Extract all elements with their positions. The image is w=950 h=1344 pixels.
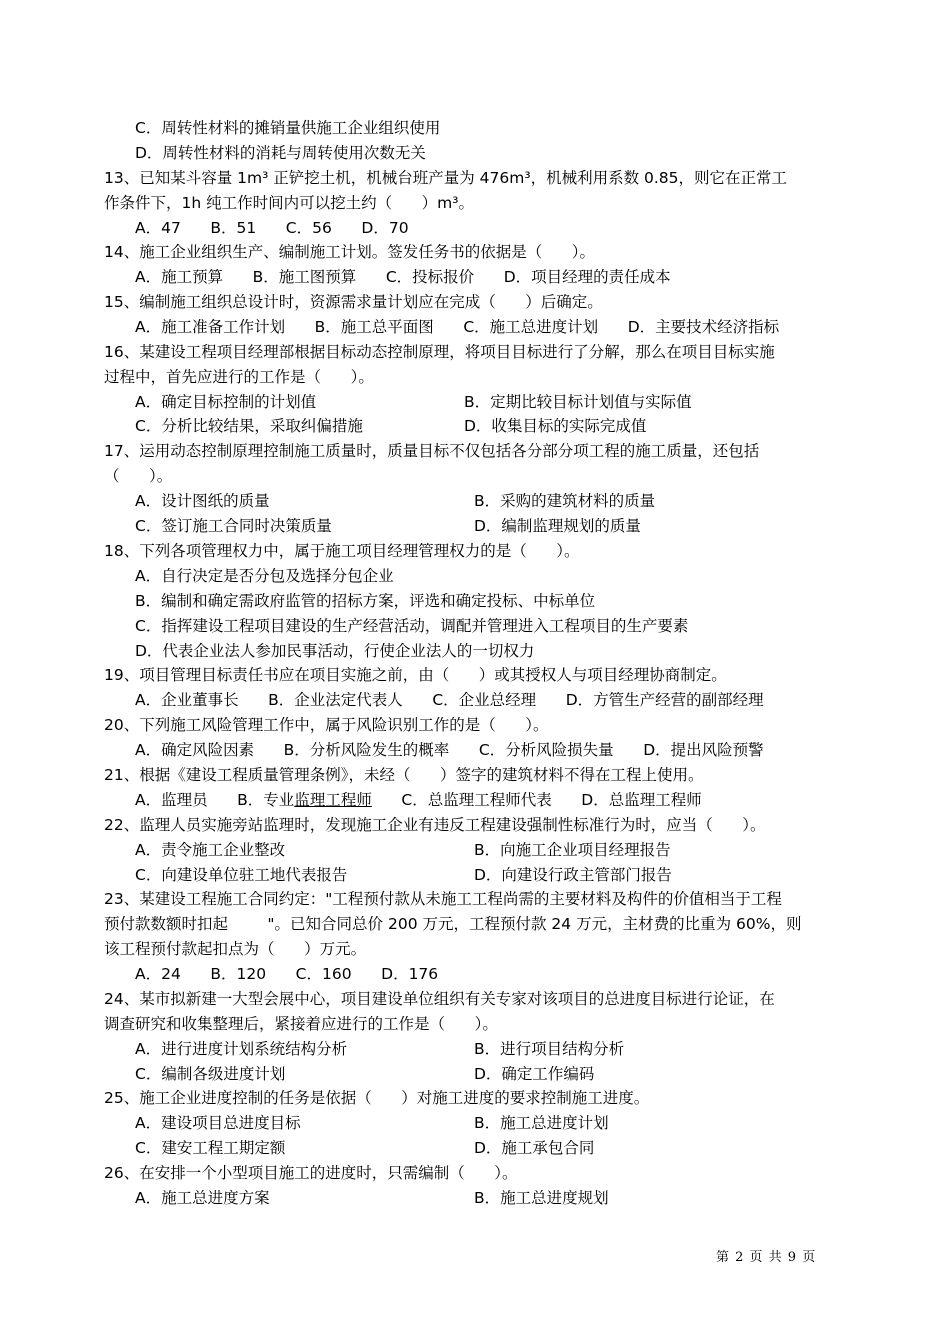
question-18-option-b: B．编制和确定需政府监管的招标方案，评选和确定投标、中标单位 (135, 592, 596, 610)
question-19-options: A．企业董事长 B．企业法定代表人 C．企业总经理 D．方管生产经营的副部经理 (135, 691, 764, 709)
question-17-line-1: 17、运用动态控制原理控制施工质量时，质量目标不仅包括各分部分项工程的施工质量，还包括 (104, 442, 760, 460)
question-17-option-b: B．采购的建筑材料的质量 (474, 492, 656, 510)
question-24-option-a: A．进行进度计划系统结构分析 (135, 1040, 348, 1058)
question-24-option-b: B．进行项目结构分析 (474, 1040, 625, 1058)
question-17-option-c: C．签订施工合同时决策质量 (135, 517, 332, 535)
question-25-option-a: A．建设项目总进度目标 (135, 1114, 301, 1132)
question-17-line-2: （ ）。 (104, 467, 173, 485)
question-18-line-1: 18、下列各项管理权力中，属于施工项目经理管理权力的是（ ）。 (104, 542, 580, 560)
question-24-line-1: 24、某市拟新建一大型会展中心，项目建设单位组织有关专家对该项目的总进度目标进行论证，在 (104, 990, 775, 1008)
question-16-line-2: 过程中，首先应进行的工作是（ ）。 (104, 368, 374, 386)
question-21-options (135, 790, 702, 810)
question-15-line-1: 15、编制施工组织总设计时，资源需求量计划应在完成（ ）后确定。 (104, 293, 603, 311)
question-25-option-b: B．施工总进度计划 (474, 1114, 609, 1132)
question-17-option-a: A．设计图纸的质量 (135, 492, 270, 510)
question-24-option-c: C．编制各级进度计划 (135, 1065, 286, 1083)
question-16-option-d: D．收集目标的实际完成值 (464, 417, 647, 435)
question-13-line-1: 13、已知某斗容量 1m³ 正铲挖土机，机械台班产量为 476m³，机械利用系数 0.85，则它在正常工 (104, 169, 788, 187)
question-20-line-1: 20、下列施工风险管理工作中，属于风险识别工作的是（ ）。 (104, 716, 549, 734)
question-25-option-d: D．施工承包合同 (474, 1139, 595, 1157)
page-number-footer: 第 2 页 共 9 页 (716, 1250, 817, 1265)
question-25-line-1: 25、施工企业进度控制的任务是依据（ ）对施工进度的要求控制施工进度。 (104, 1089, 650, 1107)
question-15-options: A．施工准备工作计划 B．施工总平面图 C．施工总进度计划 D．主要技术经济指标 (135, 318, 780, 336)
question-21-option-a: A．监理员 (135, 791, 208, 809)
question-16-option-a: A．确定目标控制的计划值 (135, 393, 317, 411)
question-19-line-1: 19、项目管理目标责任书应在项目实施之前，由（ ）或其授权人与项目经理协商制定。 (104, 666, 727, 684)
question-23-line-2: 预付款数额时扣起 "。已知合同总价 200 万元，工程预付款 24 万元，主材费的比重为 60%，则 (104, 915, 802, 933)
question-21-option-b: B．专业 (237, 791, 295, 809)
question-24-option-d: D．确定工作编码 (474, 1065, 595, 1083)
question-17-option-d: D．编制监理规划的质量 (474, 517, 641, 535)
question-22-option-a: A．责令施工企业整改 (135, 841, 286, 859)
question-22-line-1: 22、监理人员实施旁站监理时，发现施工企业有违反工程建设强制性标准行为时，应当（ ）。 (104, 816, 766, 834)
question-21-option-cd: C．总监理工程师代表 D．总监理工程师 (401, 791, 702, 809)
question-16-line-1: 16、某建设工程项目经理部根据目标动态控制原理，将项目目标进行了分解，那么在项目目标实施 (104, 343, 775, 361)
question-13-line-2: 作条件下，1h 纯工作时间内可以挖土约（ ）m³。 (104, 194, 474, 212)
question-25-option-c: C．建安工程工期定额 (135, 1139, 286, 1157)
option-c: C．周转性材料的摊销量供施工企业组织使用 (135, 119, 441, 137)
question-14-line-1: 14、施工企业组织生产、编制施工计划。签发任务书的依据是（ ）。 (104, 243, 596, 261)
question-26-line-1: 26、在安排一个小型项目施工的进度时，只需编制（ ）。 (104, 1164, 518, 1182)
question-18-option-a: A．自行决定是否分包及选择分包企业 (135, 567, 394, 585)
question-18-option-c: C．指挥建设工程项目建设的生产经营活动，调配并管理进入工程项目的生产要素 (135, 617, 689, 635)
question-23-options: A．24 B．120 C．160 D．176 (135, 965, 439, 983)
question-18-option-d: D．代表企业法人参加民事活动，行使企业法人的一切权力 (135, 642, 535, 660)
question-14-options: A．施工预算 B．施工图预算 C．投标报价 D．项目经理的责任成本 (135, 268, 671, 286)
question-16-option-b: B．定期比较目标计划值与实际值 (464, 393, 692, 411)
question-23-line-3: 该工程预付款起扣点为（ ）万元。 (104, 940, 367, 958)
question-13-options: A．47 B．51 C．56 D．70 (135, 219, 409, 237)
question-24-line-2: 调查研究和收集整理后，紧接着应进行的工作是（ ）。 (104, 1015, 498, 1033)
question-22-option-d: D．向建设行政主管部门报告 (474, 866, 672, 884)
question-21-line-1: 21、根据《建设工程质量管理条例》，未经（ ）签字的建筑材料不得在工程上使用。 (104, 766, 704, 784)
option-d: D．周转性材料的消耗与周转使用次数无关 (135, 144, 426, 162)
question-20-options: A．确定风险因素 B．分析风险发生的概率 C．分析风险损失量 D．提出风险预警 (135, 741, 764, 759)
question-26-option-b: B．施工总进度规划 (474, 1189, 609, 1207)
question-22-option-b: B．向施工企业项目经理报告 (474, 841, 671, 859)
question-23-line-1: 23、某建设工程施工合同约定："工程预付款从未施工工程尚需的主要材料及构件的价值相当于工程 (104, 890, 782, 908)
question-22-option-c: C．向建设单位驻工地代表报告 (135, 866, 348, 884)
question-16-option-c: C．分析比较结果，采取纠偏措施 (135, 417, 363, 435)
question-26-option-a: A．施工总进度方案 (135, 1189, 270, 1207)
question-21-option-b-underlined: 监理工程师 (294, 791, 372, 809)
